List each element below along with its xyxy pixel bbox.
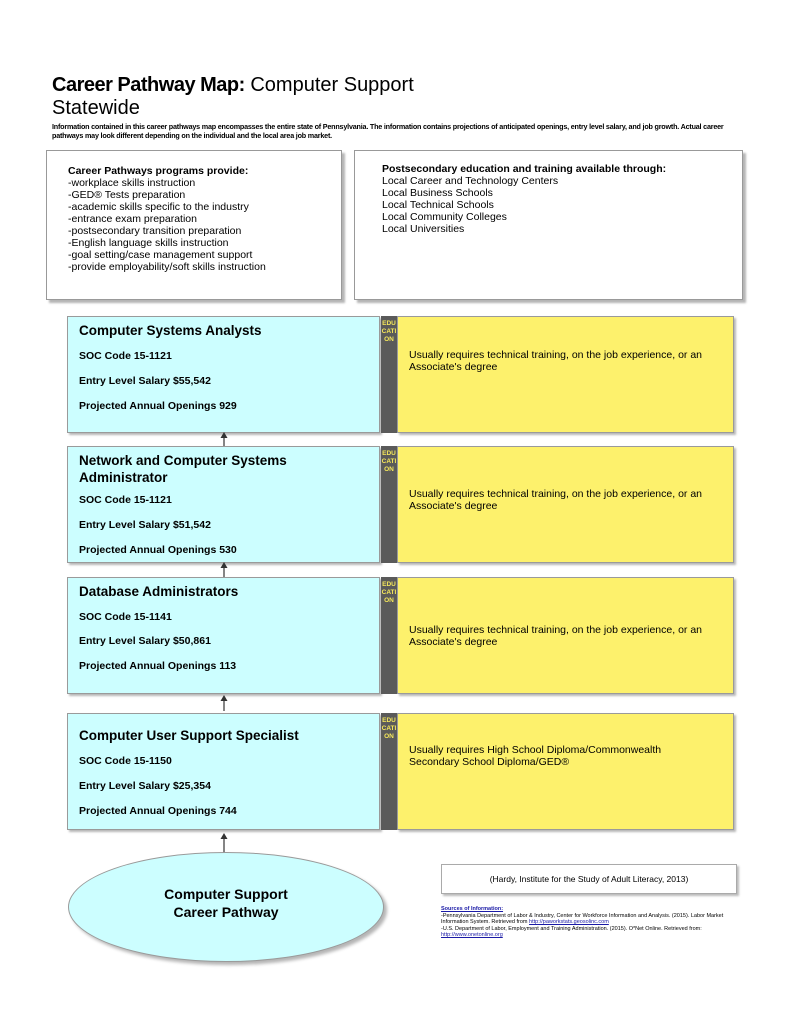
requirement-text: Usually requires technical training, on the job experience, or an Associate's degree (409, 349, 703, 373)
education-option-item: Local Business Schools (382, 187, 493, 199)
requirement-box (397, 713, 734, 830)
programs-item: -entrance exam preparation (68, 213, 197, 225)
job-title: Database Administrators (79, 584, 239, 599)
pathway-name-line2: Career Pathway (173, 904, 279, 920)
source-item (441, 913, 741, 926)
source-link[interactable]: http://www.onetonline.org (441, 932, 503, 939)
career-row-computer-systems-analysts (67, 316, 734, 433)
education-option-item: Local Technical Schools (382, 199, 494, 211)
entry-salary: Entry Level Salary $25,354 (79, 780, 211, 792)
source-link[interactable]: http://paworkstats.geosolinc.com (529, 919, 609, 926)
education-label: EDUCATION (381, 717, 397, 741)
programs-item: -goal setting/case management support (68, 249, 253, 261)
requirement-text: Usually requires High School Diploma/Commonwealth Secondary School Diploma/GED® (409, 744, 662, 768)
education-label: EDUCATION (381, 450, 397, 474)
requirement-box (397, 446, 734, 563)
annual-openings: Projected Annual Openings 113 (79, 660, 237, 672)
up-arrow-icon (218, 562, 230, 578)
programs-heading: Career Pathways programs provide: (68, 165, 249, 177)
job-box (67, 713, 380, 830)
programs-item: -workplace skills instruction (68, 177, 196, 189)
education-options-box (354, 150, 743, 300)
entry-salary: Entry Level Salary $50,861 (79, 635, 211, 647)
education-label: EDUCATION (381, 320, 397, 344)
programs-box (46, 150, 342, 300)
career-row-network-admin (67, 446, 734, 563)
programs-item: -provide employability/soft skills instruction (68, 261, 266, 273)
job-box (67, 316, 380, 433)
source-text: -U.S. Department of Labor, Employment and Training Administration. (2015). O*Net Online. Retrieved from: (441, 925, 702, 932)
annual-openings: Projected Annual Openings 530 (79, 544, 237, 556)
page-title (52, 74, 414, 96)
soc-code: SOC Code 15-1121 (79, 494, 172, 506)
programs-item: -academic skills specific to the industry (68, 201, 249, 213)
career-row-user-support-specialist (67, 713, 734, 830)
entry-salary: Entry Level Salary $51,542 (79, 519, 211, 531)
up-arrow-icon (218, 833, 230, 853)
education-bar (381, 577, 397, 694)
entry-salary: Entry Level Salary $55,542 (79, 375, 211, 387)
programs-item: -GED® Tests preparation (68, 189, 186, 201)
job-title: Computer User Support Specialist (79, 728, 299, 743)
intro-text: Information contained in this career pathways map encompasses the entire state of Pennsylvania. The information contains projections of anticipated openings, entry level salary, and job growth. Actual career pathways may look different depending on the individual and the local area job market. (52, 122, 724, 140)
career-row-database-admin (67, 577, 734, 694)
page-title-bold: Career Pathway Map: (52, 74, 245, 96)
pathway-name-line1: Computer Support (164, 886, 288, 902)
soc-code: SOC Code 15-1150 (79, 755, 172, 767)
education-bar (381, 446, 397, 563)
education-options-heading: Postsecondary education and training available through: (382, 163, 667, 175)
soc-code: SOC Code 15-1141 (79, 611, 172, 623)
soc-code: SOC Code 15-1121 (79, 350, 172, 362)
source-item (441, 926, 741, 939)
sources-heading: Sources of Information: (441, 906, 504, 912)
education-bar (381, 713, 397, 830)
annual-openings: Projected Annual Openings 929 (79, 400, 237, 412)
job-box (67, 446, 380, 563)
requirement-text: Usually requires technical training, on the job experience, or an Associate's degree (409, 624, 703, 648)
citation-box: (Hardy, Institute for the Study of Adult Literacy, 2013) (441, 864, 737, 894)
requirement-box (397, 577, 734, 694)
programs-item: -postsecondary transition preparation (68, 225, 242, 237)
job-box (67, 577, 380, 694)
page-title-rest: Computer Support (244, 74, 414, 96)
job-title: Computer Systems Analysts (79, 323, 262, 338)
job-title: Network and Computer Systems Administrator (79, 453, 287, 485)
education-option-item: Local Career and Technology Centers (382, 175, 559, 187)
requirement-text: Usually requires technical training, on the job experience, or an Associate's degree (409, 488, 703, 512)
education-option-item: Local Community Colleges (382, 211, 507, 223)
annual-openings: Projected Annual Openings 744 (79, 805, 237, 817)
requirement-box (397, 316, 734, 433)
career-pathway-oval (68, 852, 384, 962)
page-subtitle: Statewide (52, 97, 140, 119)
education-label: EDUCATION (381, 581, 397, 605)
up-arrow-icon (218, 695, 230, 711)
education-bar (381, 316, 397, 433)
programs-item: -English language skills instruction (68, 237, 229, 249)
sources-section (441, 906, 741, 939)
source-text: -Pennsylvania Department of Labor & Industry, Center for Workforce Information and Analysis. (2015). Labor Market Information System. Retrieved from (441, 912, 724, 926)
education-option-item: Local Universities (382, 223, 465, 235)
